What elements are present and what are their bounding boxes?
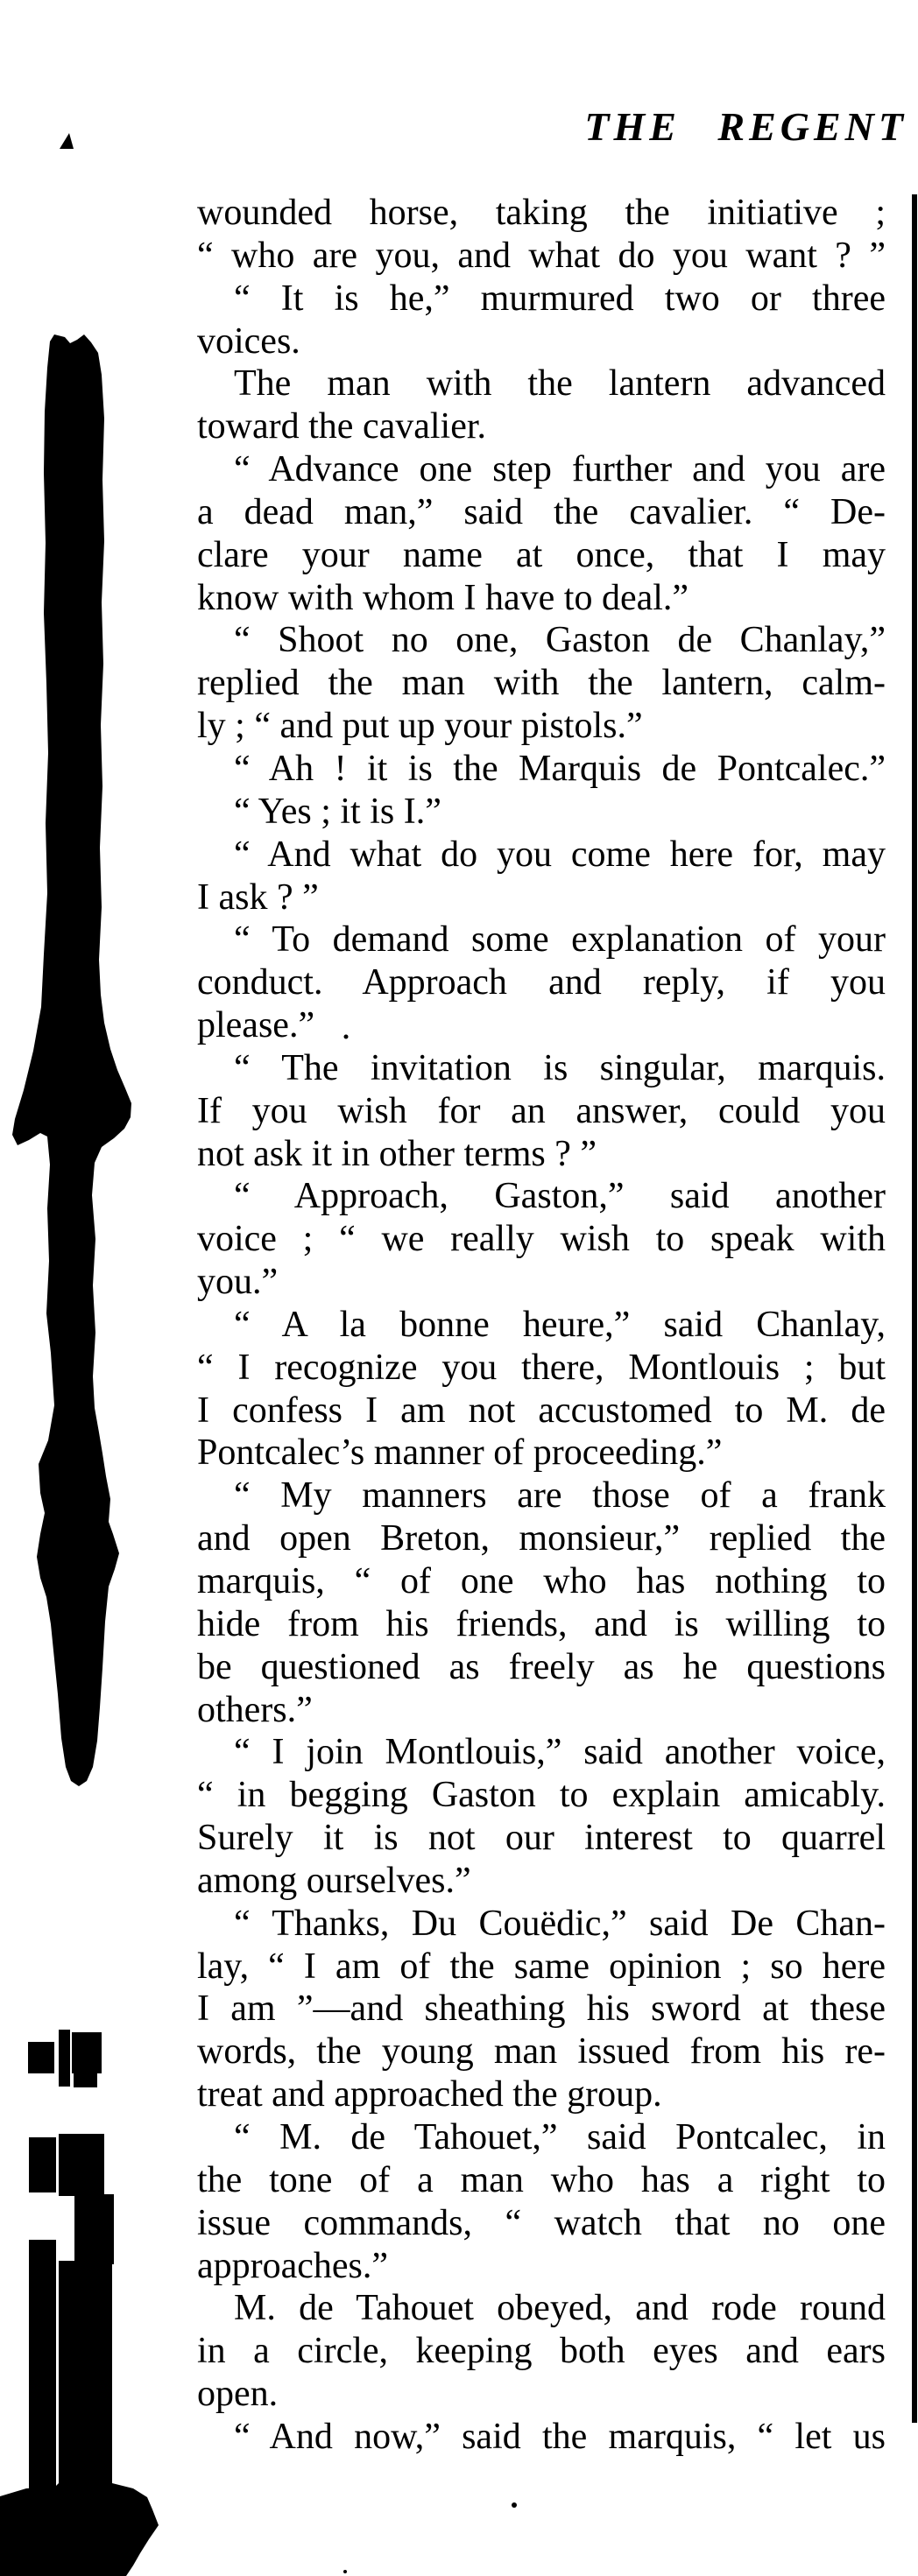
- text-line: “ The invitation is singular, marquis.: [234, 1047, 886, 1088]
- page-edge-line: [912, 194, 917, 2423]
- text-line: the tone of a man who has a right to: [197, 2159, 886, 2200]
- text-line: voices.: [197, 320, 300, 362]
- text-line: ly ; “ and put up your pistols.”: [197, 706, 643, 747]
- text-line: open.: [197, 2374, 279, 2415]
- text-line: “ who are you, and what do you want ? ”: [197, 235, 886, 276]
- text-line: Surely it is not our interest to quarrel: [197, 1818, 886, 1859]
- text-line: replied the man with the lantern, calm-: [197, 663, 886, 704]
- text-line: among ourselves.”: [197, 1860, 471, 1901]
- text-line: hide from his friends, and is willing to: [197, 1603, 886, 1644]
- text-line: “ My manners are those of a frank: [234, 1475, 886, 1517]
- text-line: voice ; “ we really wish to speak with: [197, 1219, 886, 1260]
- body-text-column: [197, 192, 886, 2459]
- text-line: “ in begging Gaston to explain amicably.: [197, 1775, 886, 1816]
- text-line: Pontcalec’s manner of proceeding.”: [197, 1432, 723, 1474]
- text-line: in a circle, keeping both eyes and ears: [197, 2331, 886, 2372]
- text-line: “ A la bonne heure,” said Chanlay,: [234, 1304, 886, 1345]
- text-line: “ To demand some explanation of your: [234, 919, 886, 961]
- text-line: If you wish for an answer, could you: [197, 1090, 886, 1131]
- text-line: know with whom I have to deal.”: [197, 577, 689, 618]
- lower-block-blot: [0, 2134, 159, 2576]
- upper-block-blot: [28, 2030, 102, 2087]
- text-line: “ And now,” said the marquis, “ let us: [234, 2416, 886, 2457]
- text-line: “ Advance one step further and you are: [234, 449, 886, 490]
- text-line: lay, “ I am of the same opinion ; so here: [197, 1946, 886, 1987]
- text-line: “ Approach, Gaston,” said another: [234, 1176, 886, 1217]
- text-line: “ I join Montlouis,” said another voice,: [234, 1732, 886, 1773]
- large-ink-blot: [12, 334, 131, 1786]
- text-line: words, the young man issued from his re-: [197, 2031, 886, 2073]
- text-line: “ Yes ; it is I.”: [234, 791, 441, 832]
- text-line: treat and approached the group.: [197, 2074, 662, 2115]
- text-line: please.”: [197, 1005, 315, 1046]
- bottom-corner-blot: [0, 2483, 159, 2576]
- text-line: you.”: [197, 1262, 279, 1303]
- text-line: be questioned as freely as he questions: [197, 1646, 886, 1687]
- text-line: others.”: [197, 1689, 313, 1730]
- text-line: “ I recognize you there, Montlouis ; but: [197, 1347, 886, 1388]
- text-line: I confess I am not accustomed to M. de: [197, 1390, 886, 1431]
- text-line: toward the cavalier.: [197, 406, 487, 447]
- ink-speck: [343, 2570, 347, 2573]
- text-line: conduct. Approach and reply, if you: [197, 962, 886, 1003]
- text-line: “ M. de Tahouet,” said Pontcalec, in: [234, 2116, 886, 2157]
- text-line: M. de Tahouet obeyed, and rode round: [234, 2288, 886, 2329]
- text-line: I am ”—and sheathing his sword at these: [197, 1988, 886, 2030]
- text-line: “ It is he,” murmured two or three: [234, 278, 886, 319]
- text-line: “ And what do you come here for, may: [234, 834, 886, 875]
- text-line: approaches.”: [197, 2245, 389, 2286]
- text-line: “ Ah ! it is the Marquis de Pontcalec.”: [234, 748, 886, 789]
- text-line: marquis, “ of one who has nothing to: [197, 1561, 886, 1601]
- text-line: not ask it in other terms ? ”: [197, 1133, 597, 1174]
- text-line: wounded horse, taking the initiative ;: [197, 193, 886, 233]
- text-line: a dead man,” said the cavalier. “ De-: [197, 491, 886, 532]
- text-line: “ Shoot no one, Gaston de Chanlay,”: [234, 620, 886, 661]
- text-line: and open Breton, monsieur,” replied the: [197, 1518, 886, 1559]
- text-line: The man with the lantern advanced: [234, 363, 886, 405]
- text-line: I ask ? ”: [197, 876, 319, 918]
- ink-speck: [512, 2502, 517, 2508]
- text-line: issue commands, “ watch that no one: [197, 2202, 886, 2243]
- text-line: “ Thanks, Du Couëdic,” said De Chan-: [234, 1903, 886, 1944]
- text-line: clare your name at once, that I may: [197, 534, 886, 575]
- running-head-title: THE REGENT: [584, 104, 907, 149]
